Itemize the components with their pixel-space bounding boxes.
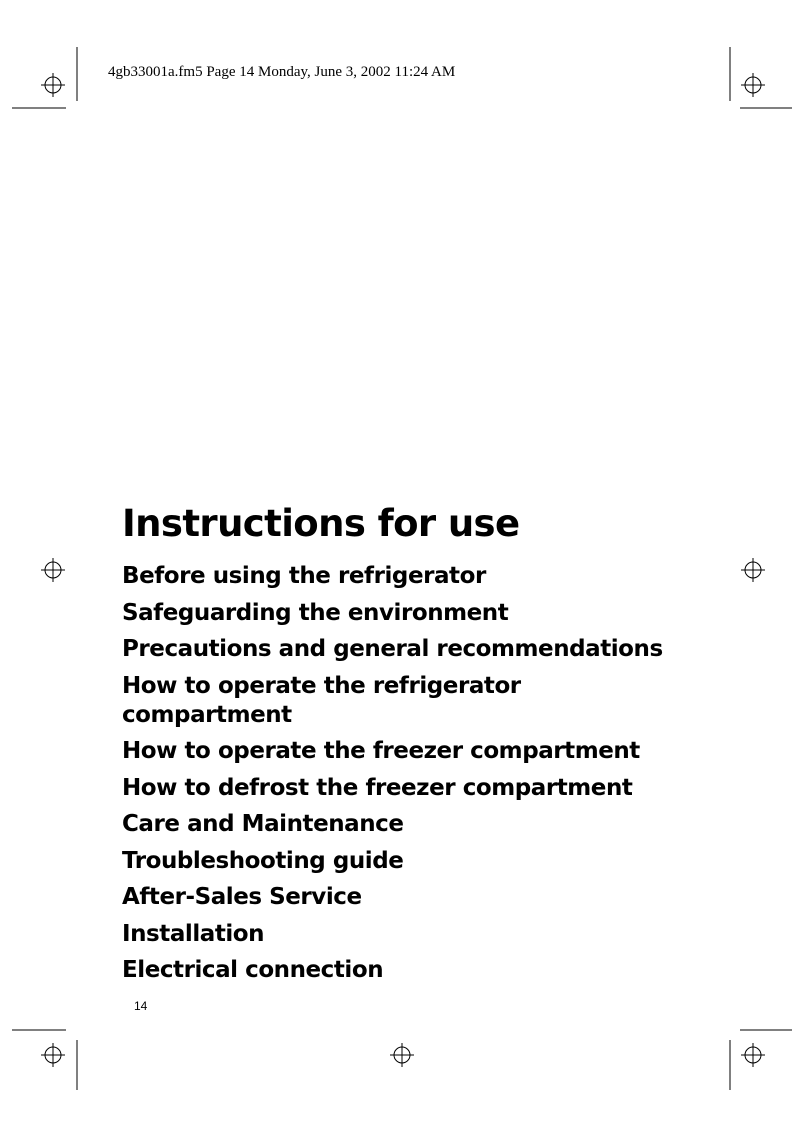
table-of-contents [122, 562, 682, 993]
registration-mark-bottom-right [741, 1043, 765, 1067]
toc-item: How to defrost the freezer compartment [122, 774, 633, 801]
registration-mark-bottom-center [390, 1043, 414, 1067]
registration-mark-top-left [41, 73, 65, 97]
toc-item: After-Sales Service [122, 884, 362, 910]
page-title: Instructions for use [122, 502, 520, 545]
crop-mark-top-right [730, 47, 792, 108]
crop-mark-bottom-right [730, 1030, 792, 1090]
toc-item: Troubleshooting guide [122, 847, 404, 874]
toc-item: Care and Maintenance [122, 811, 404, 837]
toc-item: Electrical connection [122, 957, 384, 983]
registration-mark-top-right [741, 73, 765, 97]
page-number: 14 [134, 999, 148, 1013]
file-info-header: 4gb33001a.fm5 Page 14 Monday, June 3, 2002 11:24 AM [108, 64, 456, 80]
crop-mark-bottom-left [12, 1030, 77, 1090]
registration-mark-bottom-left [41, 1043, 65, 1067]
toc-item: How to operate the refrigerator compartment [122, 672, 521, 728]
toc-item: Installation [122, 920, 265, 947]
crop-mark-top-left [12, 47, 77, 108]
toc-item: Before using the refrigerator [122, 563, 486, 589]
toc-item: Precautions and general recommendations [122, 636, 663, 662]
toc-item: Safeguarding the environment [122, 599, 509, 626]
registration-mark-middle-right [741, 558, 765, 582]
toc-item: How to operate the freezer compartment [122, 738, 640, 764]
registration-mark-middle-left [41, 558, 65, 582]
